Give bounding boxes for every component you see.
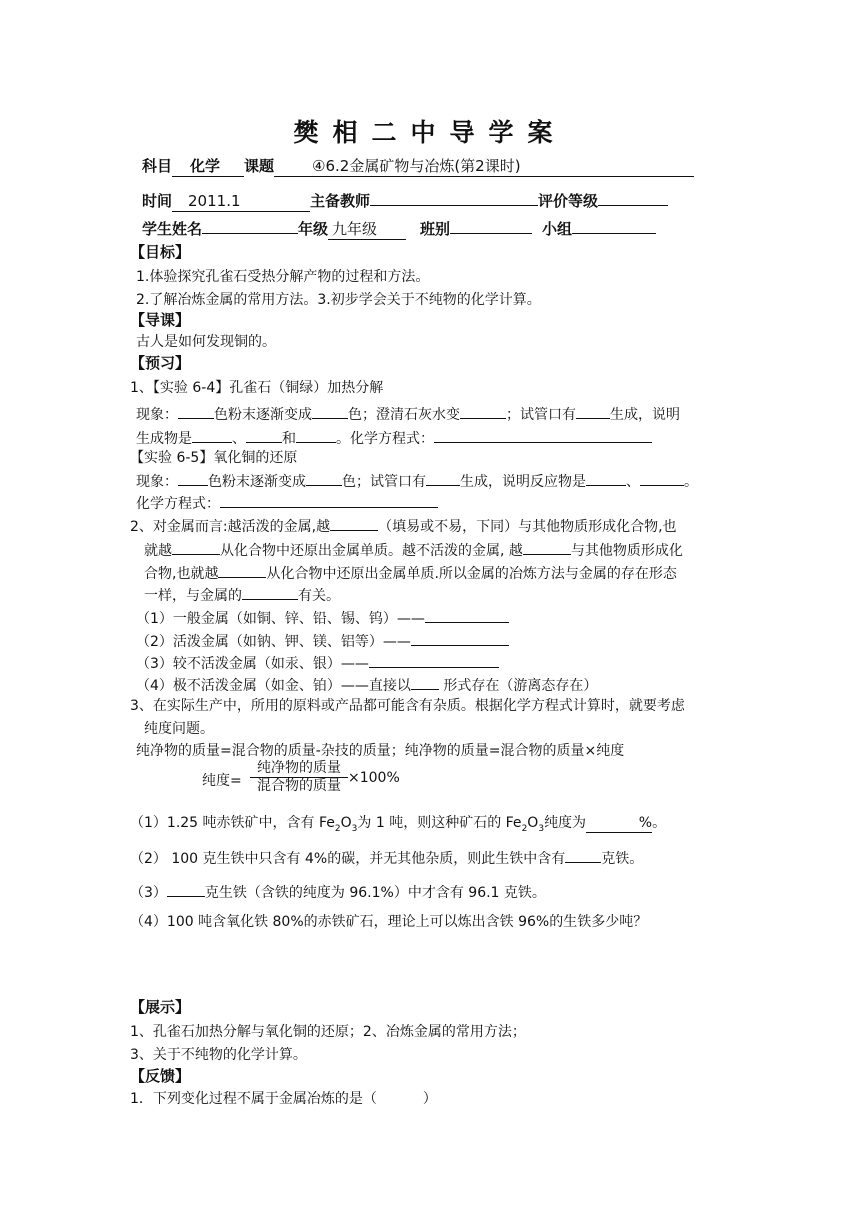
text: （1）一般金属（如铜、锌、铅、锡、钨）—— — [136, 611, 425, 627]
text: 1．下列变化过程不属于金属冶炼的是（ — [130, 1091, 377, 1107]
text: （3） — [130, 885, 167, 901]
text: 现象： — [136, 474, 178, 490]
text: （2）活泼金属（如钠、钾、镁、铝等）—— — [136, 634, 411, 650]
blank — [330, 515, 378, 531]
problem-1 — [130, 814, 666, 833]
q2-item-3 — [136, 652, 499, 673]
percent-sign: % — [638, 815, 653, 831]
text: 与其他物质形成化 — [570, 543, 683, 559]
text: 生成，说明 — [610, 407, 680, 423]
subscript: 2 — [521, 823, 528, 834]
text: O — [340, 815, 352, 831]
q2-line-a — [130, 515, 677, 536]
text: 色粉末逐渐变成 — [214, 407, 312, 423]
topic-label: 课题 — [244, 157, 275, 175]
header-row-subject — [142, 156, 694, 177]
text: ；试管口有 — [506, 407, 576, 423]
purity-tail: ×100% — [348, 770, 400, 786]
time-value: 2011.1 — [172, 191, 310, 212]
text: 色粉末逐渐变成 — [208, 474, 306, 490]
show-heading: 【展示】 — [130, 998, 191, 1016]
class-label: 班别 — [420, 220, 451, 238]
subscript: 2 — [334, 823, 341, 834]
teacher-blank — [370, 190, 538, 206]
show-line-2: 3、关于不纯物的化学计算。 — [130, 1047, 307, 1063]
goals-heading: 【目标】 — [130, 243, 191, 261]
blank — [192, 427, 232, 443]
blank — [220, 492, 438, 508]
q2-item-1 — [136, 607, 509, 628]
text: 。化学方程式： — [336, 431, 434, 447]
exp2-line-b — [136, 492, 438, 513]
blank — [523, 539, 571, 555]
text: （2） 100 克生铁中只含有 4%的碳，并无其他杂质，则此生铁中含有 — [130, 851, 566, 867]
show-line-1: 1、孔雀石加热分解与氧化铜的还原；2、冶炼金属的常用方法； — [130, 1024, 526, 1040]
purity-answer-blank — [586, 814, 652, 833]
intro-heading: 【导课】 — [130, 311, 191, 329]
text: 。 — [684, 474, 698, 490]
topic-value: ④6.2金属矿物与冶炼(第2课时) — [274, 156, 694, 177]
blank — [296, 427, 336, 443]
blank — [312, 403, 348, 419]
teacher-label: 主备教师 — [310, 192, 371, 210]
text: （填易或不易，下同）与其他物质形成化合物,也 — [378, 519, 677, 535]
text: 合物,也就越 — [144, 566, 219, 582]
text: 有关。 — [298, 588, 340, 604]
text: （1）1.25 吨赤铁矿中，含有 Fe — [130, 815, 335, 831]
blank — [306, 470, 342, 486]
intro-line-1: 古人是如何发现铜的。 — [136, 334, 276, 350]
purity-denominator: 混合物的质量 — [257, 778, 341, 794]
subject-value: 化学 — [172, 156, 244, 177]
text: 克铁。 — [601, 851, 644, 867]
text: 色；澄清石灰水变 — [348, 407, 460, 423]
problem-3 — [130, 881, 546, 902]
exp1-title: 1、【实验 6-4】孔雀石（铜绿）加热分解 — [130, 380, 384, 396]
header-row-time — [142, 190, 668, 212]
text: （4）极不活泼金属（如金、铂）——直接以 — [136, 678, 411, 694]
exp2-line-a — [136, 470, 698, 491]
q2-line-c — [144, 562, 677, 583]
text: 、 — [232, 431, 246, 447]
text: （3）较不活泼金属（如汞、银）—— — [136, 656, 369, 672]
text: O — [527, 815, 539, 831]
blank — [178, 470, 208, 486]
q2-line-b — [144, 539, 683, 560]
student-blank — [202, 218, 298, 234]
text: 就越 — [144, 543, 172, 559]
subject-label: 科目 — [142, 157, 173, 175]
exp1-line-b — [136, 427, 652, 448]
text: 2、对金属而言:越活泼的金属,越 — [130, 519, 331, 535]
purity-numerator: 纯净物的质量 — [250, 760, 348, 778]
preview-heading: 【预习】 — [130, 354, 191, 372]
blank — [426, 470, 460, 486]
text: 形式存在（游离态存在） — [438, 678, 598, 694]
blank — [178, 403, 214, 419]
text: 克生铁（含铁的纯度为 96.1%）中才含有 96.1 克铁。 — [204, 885, 546, 901]
exp1-line-a — [136, 403, 680, 424]
class-blank — [450, 218, 532, 234]
blank — [369, 652, 499, 668]
blank — [434, 427, 652, 443]
blank — [246, 427, 282, 443]
formula-line: 纯净物的质量=混合物的质量-杂技的质量；纯净物的质量=混合物的质量×纯度 — [136, 743, 625, 759]
group-label: 小组 — [542, 220, 573, 238]
group-blank — [572, 218, 656, 234]
text: 一样，与金属的 — [144, 588, 242, 604]
text: 、 — [626, 474, 640, 490]
rating-blank — [598, 190, 668, 206]
text: 色；试管口有 — [342, 474, 426, 490]
goals-line-2: 2.了解冶炼金属的常用方法。3.初步学会关于不纯物的化学计算。 — [136, 292, 541, 308]
text: 从化合物中还原出金属单质.所以金属的冶炼方法与金属的存在形态 — [266, 566, 677, 582]
subscript: 3 — [351, 823, 358, 834]
text: ） — [422, 1091, 437, 1107]
feedback-question-1 — [130, 1090, 437, 1108]
page-title: 樊相二中导学案 — [293, 118, 567, 147]
blank — [242, 584, 298, 600]
blank — [425, 607, 509, 623]
text: 生成，说明反应物是 — [460, 474, 586, 490]
text: 。 — [652, 815, 667, 831]
q3-line-a: 3、在实际生产中，所用的原料或产品都可能含有杂质。根据化学方程式计算时，就要考虑 — [130, 698, 685, 714]
text: 从化合物中还原出金属单质。越不活泼的金属, 越 — [220, 543, 523, 559]
blank — [576, 403, 610, 419]
time-label: 时间 — [142, 192, 173, 210]
subscript: 3 — [538, 823, 545, 834]
blank — [460, 403, 506, 419]
problem-2 — [130, 847, 643, 868]
blank — [640, 470, 684, 486]
blank — [411, 674, 439, 690]
student-label: 学生姓名 — [142, 220, 203, 238]
text: 生成物是 — [136, 431, 192, 447]
text: 纯度为 — [544, 815, 587, 831]
text: 和 — [282, 431, 296, 447]
q3-line-b: 纯度问题。 — [144, 721, 214, 737]
grade-label: 年级 — [298, 220, 329, 238]
blank — [586, 470, 626, 486]
exp2-title: 【实验 6-5】氧化铜的还原 — [130, 450, 298, 466]
blank — [411, 630, 509, 646]
purity-fraction — [250, 760, 348, 795]
problem-4: （4）100 吨含氧化铁 80%的赤铁矿石，理论上可以炼出含铁 96%的生铁多少吨？ — [130, 914, 648, 930]
header-row-student — [142, 218, 656, 240]
rating-label: 评价等级 — [538, 192, 599, 210]
grade-value: 九年级 — [328, 219, 406, 240]
text: 化学方程式： — [136, 496, 220, 512]
text: 现象： — [136, 407, 178, 423]
q2-line-d — [144, 584, 340, 605]
blank — [565, 847, 601, 863]
blank — [218, 562, 266, 578]
q2-item-4 — [136, 674, 597, 695]
goals-line-1: 1.体验探究孔雀石受热分解产物的过程和方法。 — [136, 269, 430, 285]
purity-label: 纯度= — [202, 773, 242, 789]
text: 为 1 吨，则这种矿石的 Fe — [357, 815, 522, 831]
q2-item-2 — [136, 630, 509, 651]
blank — [172, 539, 220, 555]
blank — [167, 881, 205, 897]
feedback-heading: 【反馈】 — [130, 1067, 191, 1085]
